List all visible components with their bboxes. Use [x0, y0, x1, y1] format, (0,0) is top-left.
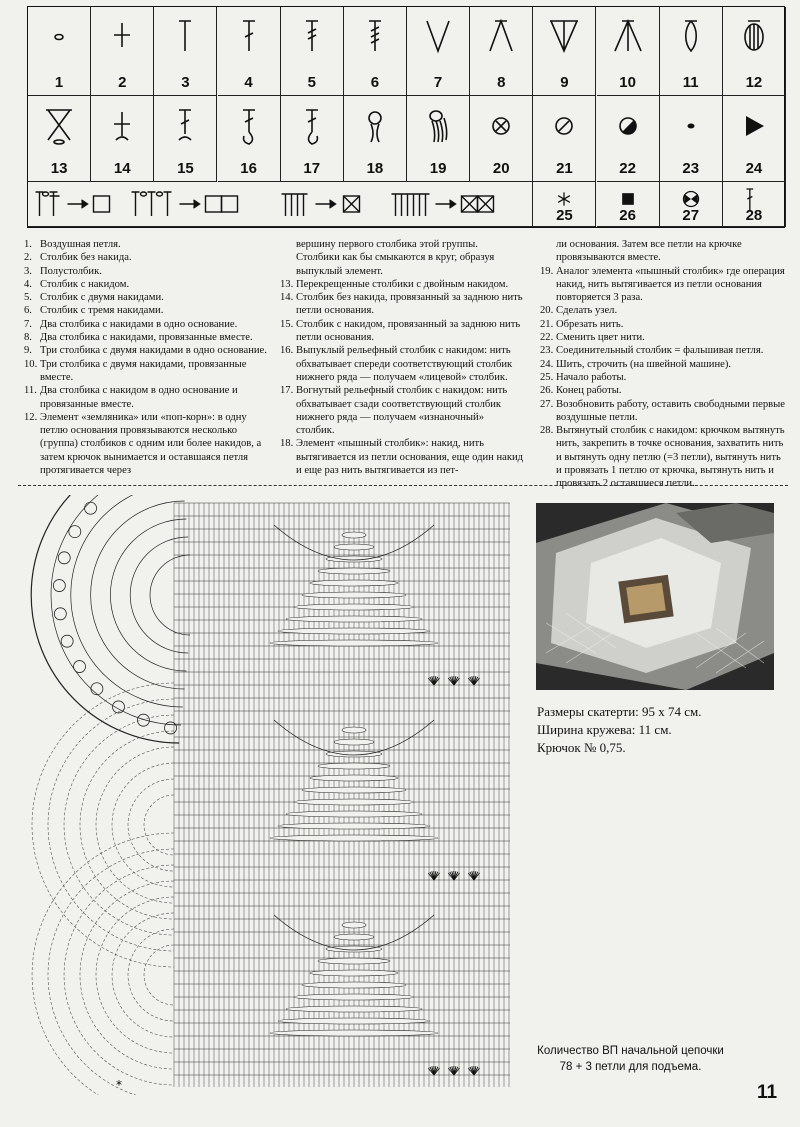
legend-item-number: 28.: [540, 425, 554, 437]
treble-crochet-icon: [295, 15, 329, 59]
legend-item-number: 3.: [24, 265, 32, 277]
chart-conversion-examples: [28, 182, 533, 227]
legend-cell-number: 24: [745, 160, 763, 177]
legend-item-number: 11.: [24, 385, 37, 397]
tablecloth-photo-image: [536, 503, 774, 690]
tablecloth-photo: [536, 503, 774, 690]
legend-item: [280, 238, 524, 278]
legend-item-number: 2.: [24, 252, 32, 264]
legend-cell-8: [470, 7, 533, 96]
double-crochet-icon: [232, 15, 266, 59]
legend-item: [280, 278, 524, 291]
legend-item-number: [280, 238, 296, 278]
legend-item-number: 12.: [24, 411, 38, 423]
chain-note: [528, 1043, 733, 1075]
puff-variant-icon: [421, 104, 455, 148]
slip-stitch-icon: [674, 104, 708, 148]
legend-item: [24, 238, 274, 251]
legend-cell-3: [154, 7, 217, 96]
legend-item-text: Два столбика с накидами, провязанные вместе.: [40, 332, 253, 344]
legend-item: [280, 437, 524, 477]
change-color-icon: [611, 104, 645, 148]
legend-item-text: Столбик с накидом, провязанный за заднюю нить петли основания.: [296, 318, 521, 344]
legend-cell-number: 23: [682, 160, 700, 177]
hook-size: Крючок № 0,75.: [537, 740, 626, 755]
legend-item-number: 7.: [24, 318, 32, 330]
legend-item-text: Столбик с тремя накидами.: [40, 305, 164, 317]
legend-cell-number: 22: [619, 160, 636, 177]
legend-text-column-1: [24, 238, 274, 477]
legend-item-text: Обрезать нить.: [556, 318, 624, 330]
legend-cell-5: [281, 7, 344, 96]
legend-item-text: Вытянутый столбик с накидом: крючком вытянуть нить, закрепить в точке основания, захватить нить и вытянуть одну петлю (=3 петли), вытянуть нить и провязать 1 петлю от крючка, вытянуть нить и провязать 2 оставшиеся петли.: [556, 425, 785, 490]
three-tr-one-base-icon: [547, 15, 581, 59]
legend-cell-10: [597, 7, 660, 96]
chain-note-line-1: Количество ВП начальной цепочки: [537, 1045, 724, 1057]
legend-cell-number: 17: [303, 160, 321, 177]
legend-cell-15: [154, 96, 217, 182]
legend-cell-number: 15: [177, 160, 194, 177]
section-divider: [18, 485, 788, 486]
legend-cell-12: [723, 7, 786, 96]
legend-cell-7: [407, 7, 470, 96]
page-number: 11: [757, 1082, 778, 1103]
legend-item: [540, 358, 785, 371]
three-tr-together-icon: [611, 15, 645, 59]
legend-item: [540, 384, 785, 397]
legend-item: [280, 344, 524, 384]
legend-item: [280, 318, 524, 345]
triple-treble-crochet-icon: [358, 15, 392, 59]
legend-item-text: Сменить цвет нити.: [556, 332, 645, 344]
legend-item-number: 15.: [280, 318, 294, 330]
legend-text-column-3: [540, 238, 785, 491]
legend-item: [280, 291, 524, 318]
chain-note-line-2: 78 + 3 петли для подъема.: [559, 1061, 702, 1073]
legend-item-number: 27.: [540, 398, 554, 410]
tablecloth-size: Размеры скатерти: 95 х 74 см.: [537, 704, 702, 719]
legend-item-text: Три столбика с двумя накидами, провязанные вместе.: [40, 358, 247, 383]
chart-conversion-graphic: [27, 186, 532, 226]
single-crochet-icon: [105, 15, 139, 59]
crossed-stitch-icon: [42, 104, 76, 148]
legend-item-number: 4.: [24, 278, 32, 290]
back-post-dc-icon: [295, 104, 329, 148]
legend-item: [24, 291, 274, 304]
cut-yarn-icon: [547, 104, 581, 148]
puff-stitch-icon: [358, 104, 392, 148]
legend-item: [540, 265, 785, 305]
legend-item-text: Вогнутый рельефный столбик с накидом: нить обхватывает сзади соответствующий столбик нижнего ряда — получаем «изнаночный» столбик.: [296, 385, 508, 437]
legend-item-number: 22.: [540, 332, 554, 344]
legend-item: [540, 424, 785, 490]
legend-cell-number: 12: [745, 74, 763, 91]
legend-cell-9: [533, 7, 596, 96]
sc-back-loop-icon: [105, 104, 139, 148]
legend-item-number: 8.: [24, 332, 32, 344]
crochet-chart: [24, 495, 520, 1095]
legend-cell-20: [470, 96, 533, 182]
two-dc-together-icon: [484, 15, 518, 59]
legend-cell-number: 25: [556, 207, 573, 224]
legend-item-number: 21.: [540, 318, 554, 330]
legend-item-number: 23.: [540, 345, 554, 357]
legend-item: [24, 265, 274, 278]
legend-cell-number: 26: [619, 207, 636, 224]
legend-item-text: Перекрещенные столбики с двойным накидом.: [296, 278, 509, 290]
legend-item-number: 13.: [280, 278, 294, 290]
two-dc-one-base-together-icon: [674, 15, 708, 59]
legend-cell-6: [344, 7, 407, 96]
legend-cell-25: [533, 182, 596, 227]
legend-text-column-2: [280, 238, 524, 477]
legend-item-number: 19.: [540, 265, 554, 277]
legend-cell-number: 5: [307, 74, 316, 91]
legend-item-number: 1.: [24, 239, 32, 250]
legend-cell-21: [533, 96, 596, 182]
legend-item-number: 17.: [280, 385, 294, 397]
legend-item-text: Столбик с накидом.: [40, 278, 130, 290]
legend-cell-number: 18: [366, 160, 384, 177]
legend-item: [540, 371, 785, 384]
legend-cell-number: 28: [745, 207, 763, 224]
legend-item-number: 20.: [540, 305, 554, 317]
legend-item-text: Сделать узел.: [556, 305, 618, 317]
legend-item: [24, 251, 274, 264]
svg-text:*: *: [116, 1078, 122, 1092]
legend-item: [540, 304, 785, 317]
legend-item-text: Возобновить работу, оставить свободными первые воздушные петли.: [556, 398, 785, 423]
legend-cell-4: [218, 7, 281, 96]
legend-cell-number: 6: [370, 74, 380, 91]
legend-cell-number: 16: [240, 160, 257, 177]
legend-cell-number: 10: [619, 74, 636, 91]
legend-item: [24, 411, 274, 477]
legend-cell-19: [407, 96, 470, 182]
chain-loop-icon: [42, 15, 76, 59]
legend-cell-number: 3: [181, 74, 190, 91]
legend-item-text: Столбик без накида, провязанный за заднюю нить петли основания.: [296, 292, 523, 317]
legend-cell-27: [660, 182, 723, 227]
legend-cell-13: [28, 96, 91, 182]
legend-cell-number: 9: [560, 74, 569, 91]
legend-item: [24, 318, 274, 331]
legend-cell-11: [660, 7, 723, 96]
legend-item-text: Конец работы.: [556, 385, 622, 397]
legend-item-text: Элемент «земляника» или «поп-корн»: в одну петлю основания провязываются несколько (группа) столбиков с одним или более накидов, а затем крючок вынимается и оставшаяся петля протягивается через: [40, 411, 262, 477]
legend-item-number: 26.: [540, 385, 554, 397]
legend-cell-number: 4: [244, 74, 253, 91]
legend-item: [540, 331, 785, 344]
legend-cell-1: [28, 7, 91, 96]
legend-item: [24, 344, 274, 357]
sew-icon: [737, 104, 771, 148]
legend-item: [24, 358, 274, 385]
legend-item-number: 18.: [280, 438, 294, 450]
legend-item-number: 9.: [24, 345, 32, 357]
legend-cell-number: 8: [497, 74, 506, 91]
legend-item-text: Три столбика с двумя накидами в одно основание.: [40, 345, 267, 357]
legend-item-text: Соединительный столбик = фальшивая петля.: [556, 345, 764, 357]
legend-item-text: Элемент «пышный столбик»: накид, нить вытягивается из петли основания, еще один накид и еще раз нить вытягивается из пет-: [296, 438, 524, 477]
legend-cell-number: 27: [682, 207, 700, 224]
legend-item-text: ли основания. Затем все петли на крючке провязываются вместе.: [556, 239, 742, 264]
legend-item-text: Два столбика с накидом в одно основание и провязанные вместе.: [40, 385, 238, 410]
legend-cell-24: [723, 96, 786, 182]
legend-item-number: 16.: [280, 345, 294, 357]
legend-cell-number: 13: [50, 160, 68, 177]
legend-item: [540, 318, 785, 331]
popcorn-icon: [737, 15, 771, 59]
legend-item-text: Воздушная петля.: [40, 239, 121, 250]
legend-item: [24, 384, 274, 411]
legend-item-text: Столбик без накида.: [40, 252, 132, 264]
legend-item-number: 25.: [540, 371, 554, 383]
legend-item: [280, 384, 524, 437]
legend-cell-number: 14: [113, 160, 131, 177]
lace-width: Ширина кружева: 11 см.: [537, 722, 672, 737]
legend-item: [24, 331, 274, 344]
legend-item-number: 5.: [24, 292, 32, 304]
legend-item-number: 24.: [540, 358, 554, 370]
legend-cell-23: [660, 96, 723, 182]
legend-cell-number: 7: [433, 74, 443, 91]
legend-item: [540, 238, 785, 265]
legend-cell-26: [597, 182, 660, 227]
legend-cell-17: [281, 96, 344, 182]
legend-item: [540, 398, 785, 425]
legend-cell-number: 20: [492, 160, 510, 177]
legend-item-text: Два столбика с накидами в одно основание.: [40, 318, 238, 330]
legend-cell-14: [91, 96, 154, 182]
legend-item-text: Полустолбик.: [40, 265, 102, 277]
legend-cell-22: [597, 96, 660, 182]
legend-item-number: 14.: [280, 292, 294, 304]
legend-cell-2: [91, 7, 154, 96]
two-dc-one-base-icon: [421, 15, 455, 59]
front-post-dc-icon: [232, 104, 266, 148]
symbol-legend-table: [27, 6, 785, 228]
legend-item-text: Выпуклый рельефный столбик с накидом: нить обхватывает спереди соответствующий столбик нижнего ряда — получаем «лицевой» столбик.: [296, 345, 513, 383]
legend-item-text: Шить, строчить (на швейной машине).: [556, 358, 732, 370]
legend-cell-number: 19: [429, 160, 447, 177]
legend-cell-number: 21: [556, 160, 573, 177]
legend-cell-number: 11: [682, 74, 699, 91]
legend-item: [24, 304, 274, 317]
dc-back-loop-icon: [168, 104, 202, 148]
legend-item-text: Столбик с двумя накидами.: [40, 292, 164, 304]
legend-cell-number: 1: [54, 74, 64, 91]
legend-cell-28: [723, 182, 786, 227]
legend-item-text: Аналог элемента «пышный столбик» где операция накид, нить вытягивается из петли основания повторяется 3 раза.: [556, 265, 785, 304]
specifications: [537, 703, 702, 757]
fasten-off-icon: [484, 104, 518, 148]
legend-cell-16: [218, 96, 281, 182]
legend-item-number: 10.: [24, 358, 38, 370]
legend-item-text: Начало работы.: [556, 371, 627, 383]
legend-item-text: вершину первого столбика этой группы. Столбики как бы смыкаются в круг, образуя выпуклый элемент.: [296, 239, 495, 277]
legend-item-number: 6.: [24, 305, 32, 317]
legend-cell-number: 2: [118, 74, 127, 91]
legend-cell-18: [344, 96, 407, 182]
legend-item-number: [540, 238, 556, 265]
half-double-crochet-icon: [168, 15, 202, 59]
legend-item: [24, 278, 274, 291]
legend-item: [540, 344, 785, 357]
